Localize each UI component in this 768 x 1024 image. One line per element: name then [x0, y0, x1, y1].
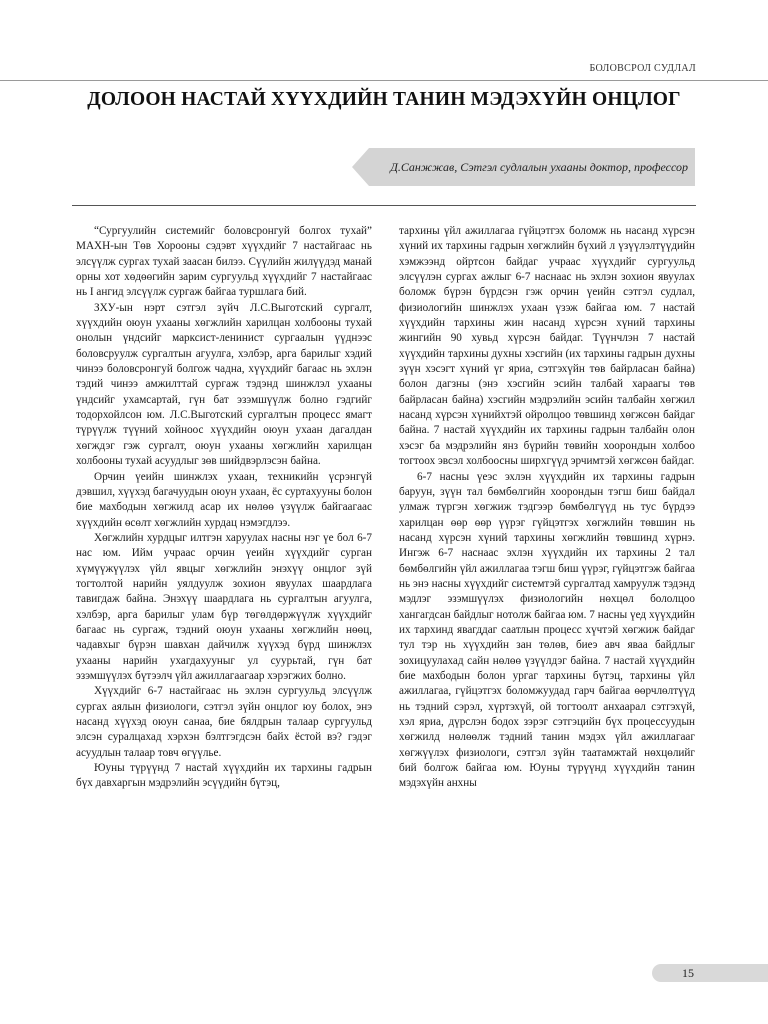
paragraph: Хүүхдийг 6-7 настайгаас нь эхлэн сургуульд элсүүлж сургах аялын физиологи, сэтгэл зүйн онцлог юу болох, энэ насанд хүүхэд оюун санаа, бие бялдрын талаар сургуульд элсэн суралцахад хэрхэн бэлтгэгдсэн байх ёстой вэ? гэдэг асуудлын талаар товч өгүүлье.	[76, 685, 372, 759]
author-line: Д.Санжжав, Сэтгэл судлалын ухааны доктор, профессор	[390, 160, 688, 174]
page-number: 15	[682, 966, 694, 980]
top-rule	[0, 80, 768, 81]
right-column	[399, 224, 695, 792]
paragraph: 6-7 насны үеэс эхлэн хүүхдийн их тархины гадрын баруун, зүүн тал бөмбөлгийн хоорондын тэгш биш байдал улмаж түргэн хөгжиж тэдгээр бөмбөлгүүд нь тус бүрдээ харилцан өөр өөр үүрэг гүйцэтгэх хөгжлийн төвшин нь насанд хүрсэн хүний тархины хөгжлийн төвшинд хүрнэ. Ингэж 6-7 наснаас эхлэн хүүхдийн их тархины 2 тал бөмбөлгийн үйл ажиллагаа тэгш биш үүрэг, гүйцэтгэж байгаа нь энэ насны хүүхдийг системтэй сургалтад хамруулж тэдэнд мэдлэг эзэмшүүлэх физиологийн нөхцөл бололцоо хангагдсан байдлыг нотолж байгаа юм. 7 насны үед хүүхдийн их тархинд явагддаг саатлын процесс хүчтэй хөгжиж байдаг тул тэр нь хүүхдийн зан төлөв, биеэ авч яваа байдлыг зохицуулахад сайн нөлөө үзүүлдэг байна. 7 настай хүүхдийн бие махбодын болон ургаг тархины бүтэц, тархины үйл ажиллагаа, гүйцэтгэх боломжуудад гарч байгаа өөрчлөлтүүд нь тэдний сэрэл, хүртэхүй, ой тогтоолт анхаарал сэтгэхүй, хэл яриа, дүрслэн бодох зэрэг сэтгэцийн бүх процессуудын хөгжилд нөлөөлж тэдний танин мэдэх үйл ажиллагааг хөгжүүлэх физиологи, сэтгэл зүйн таатамжтай нөхцөлийг бий болгож байгаа юм. Юуны түрүүнд хүүхдийн танин мэдэхүйн анхны	[399, 470, 695, 790]
paragraph: Юуны түрүүнд 7 настай хүүхдийн их тархины гадрын бүх давхаргын мэдрэлийн эсүүдийн бүтэц,	[76, 762, 372, 790]
paragraph: тархины үйл ажиллагаа гүйцэтгэх боломж нь насанд хүрсэн хүний их тархины гадрын хөгжлийн бүхий л үзүүлэлтүүдийн хэмжээнд ойртсон байдаг учраас хүүхдийг сургуульд элсүүлэн сургах ажлыг 6-7 наснаас нь эхлэн зохион явуулах боломж бүрэн бүрдсэн гэж орчин үеийн сэтгэл судлал, физиологийн шинжлэх ухаан үзэж байгаа юм. 7 настай хүүхдийн тархины жин насанд хүрсэн хүний тархины жингийн 90 хувьд хүрсэн байдаг. Түүнчлэн 7 настай хүүхдийн тархины духны хэсгийн (их тархины гадрын духны зүүн хэсэгт хүний үг яриа, сэтгэхүйн төв байрласан байна) болон дагзны (энэ хэсгийн эсийн талбай хараагы төв байрласан байна) хэсгийн мэдрэлийн эсийн талбайн хөгжил насанд хүрсэн хүнийхтэй ойролцоо төвшинд хөгжсөн байдаг байна. 7 настай хүүхдийн их тархины гадрын талбайн олон хэсэг ба мэдрэлийн янз бүрийн төвийн хоорондын холбоо тогтоох эвсэл холбоосны ширхгүүд эрчимтэй хөгжсөн байдаг.	[399, 225, 695, 468]
paragraph: ЗХУ-ын нэрт сэтгэл зүйч Л.С.Выготский сургалт, хүүхдийн оюун ухааны хөгжлийн харилцан холбооны тухай онолын үндсийг марксист-ленинист сургаалын үүднээс боловсруулж сургалтын агуулга, хэлбэр, арга барилыг хэдий чинээ боловсронгуй болгож чадна, хүүхдийг багаас нь эхлэн тэдий чинээ амжилттай сургаж тэдэнд шинжлэл ухааны үндсийг ухамсартай, гүн бат эзэмшүүлж болно гэдгийг тодорхойлсон юм. Л.С.Выготский сургалтын процесс ямагт түрүүлж түүний хойноос хүүхдийн оюун ухаан дагалдан хөгждэг гэж сургалт, оюун ухааны хөгжлийн харилцан холбооны тухай асуудлыг зөв шийдвэрлэсэн байна.	[76, 301, 372, 468]
article-title: ДОЛООН НАСТАЙ ХҮҮХДИЙН ТАНИН МЭДЭХҮЙН ОНЦЛОГ	[87, 89, 681, 110]
paragraph: “Сургуулийн системийг боловсронгуй болгох тухай” МАХН-ын Төв Хорооны сэдэвт хүүхдийг 7 настайгаас нь элсүүлж сургах тухай заасан билээ. Сүүлийн жилүүдэд манай орны хот хөдөөгийн зарим сургуульд хүүхдийг 7 настайгаас нь I ангид элсүүлж сургаж байгаа туршлага бий.	[76, 225, 372, 299]
paragraph: Хөгжлийн хурдцыг илтгэн харуулах насны нэг үе бол 6-7 нас юм. Ийм учраас орчин үеийн хүүхдийг сурган хүмүүжүүлэх үйл явцыг хөгжлийн энэхүү онцлог зүй тогтолтой нарийн уялдуулж зохион явуулах шаардлага тавигдаж байна. Энэхүү шаардлага нь сургалтын агуулга, хэлбэр, арга барилыг улам бүр төгөлдөржүүлж хүүхдийг багаас нь сургаж, тэдний оюун ухааны хөгжлийн нөөц, чадавхыг бүрэн шавхан дайчилж хүүхэд бүрд шинжлэх ухааны нарийн ухагдахууныг ул суурьтай, гүн бат эзэмшүүлэх бүтээлч үйл ажиллагаагаар хэрэгжих болно.	[76, 531, 372, 682]
header-rule	[72, 205, 696, 206]
page-number-tab	[652, 964, 768, 982]
journal-name: БОЛОВСРОЛ СУДЛАЛ	[589, 63, 696, 74]
paragraph: Орчин үеийн шинжлэх ухаан, техникийн үсрэнгүй дэвшил, хүүхэд багачуудын оюун ухаан, ёс суртахууны болон бие махбодын хөгжилд асар их нөлөө үзүүлж байгаагаас хүүхдийн өсөлт хөгжлийн хурдац нэмэгдлээ.	[76, 470, 372, 529]
left-column	[76, 224, 372, 792]
